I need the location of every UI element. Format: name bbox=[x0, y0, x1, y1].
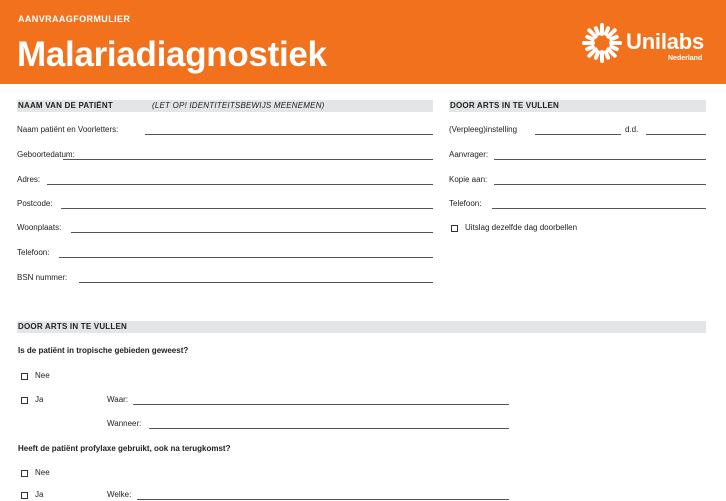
clinical-section-title: DOOR ARTS IN TE VULLEN bbox=[18, 322, 127, 331]
postcode-field[interactable] bbox=[17, 199, 433, 211]
patient-phone-label: Telefoon: bbox=[17, 248, 53, 257]
tropics-question: Is de patiënt in tropische gebieden geweest? bbox=[18, 346, 189, 355]
bsn-field[interactable] bbox=[17, 273, 433, 285]
copy-to-label: Kopie aan: bbox=[449, 175, 491, 184]
requester-label: Aanvrager: bbox=[449, 150, 492, 159]
unilabs-logo bbox=[581, 22, 711, 66]
field-underline bbox=[79, 282, 433, 283]
copy-to-field[interactable] bbox=[449, 175, 706, 187]
checkbox-square[interactable] bbox=[21, 373, 28, 380]
field-underline bbox=[494, 184, 706, 185]
prophylaxis-yes-label: Ja bbox=[35, 490, 44, 499]
logo-wordmark: Unilabs bbox=[626, 29, 705, 54]
field-underline bbox=[61, 208, 433, 209]
checkbox-square[interactable] bbox=[451, 225, 458, 232]
prophylaxis-yes-checkbox[interactable] bbox=[21, 490, 81, 501]
checkbox-square[interactable] bbox=[21, 397, 28, 404]
address-label: Adres: bbox=[17, 175, 44, 184]
callback-checkbox[interactable] bbox=[451, 223, 651, 235]
where-field[interactable] bbox=[107, 395, 509, 407]
patient-section-title: NAAM VAN DE PATIËNT bbox=[18, 101, 113, 110]
doctor-phone-label: Telefoon: bbox=[449, 199, 485, 208]
requester-field[interactable] bbox=[449, 150, 706, 162]
field-underline bbox=[133, 404, 509, 405]
clinical-section-header bbox=[17, 321, 706, 333]
patient-name-label: Naam patiënt en Voorletters: bbox=[17, 125, 122, 134]
which-field[interactable] bbox=[107, 490, 509, 501]
birthdate-label: Geboortedatum: bbox=[17, 150, 79, 159]
field-underline bbox=[59, 257, 433, 258]
field-underline bbox=[137, 499, 509, 500]
logo-subtitle: Nederland bbox=[668, 55, 703, 62]
institution-label: (Verpleeg)instelling bbox=[449, 125, 521, 134]
doctor-section-title: DOOR ARTS IN TE VULLEN bbox=[450, 101, 559, 110]
tropics-no-label: Nee bbox=[35, 371, 50, 380]
address-field[interactable] bbox=[17, 175, 433, 187]
city-field[interactable] bbox=[17, 223, 433, 235]
patient-section-note: (LET OP! IDENTITEITSBEWIJS MEENEMEN) bbox=[152, 101, 325, 110]
doctor-section-header bbox=[449, 100, 706, 112]
doctor-phone-field[interactable] bbox=[449, 199, 706, 211]
field-underline bbox=[535, 134, 621, 135]
checkbox-square[interactable] bbox=[21, 492, 28, 499]
field-underline bbox=[145, 134, 433, 135]
field-underline bbox=[494, 159, 706, 160]
tropics-yes-label: Ja bbox=[35, 395, 44, 404]
bsn-label: BSN nummer: bbox=[17, 273, 71, 282]
dd-field[interactable] bbox=[625, 125, 706, 137]
where-label: Waar: bbox=[107, 395, 132, 404]
which-label: Welke: bbox=[107, 490, 135, 499]
prophylaxis-no-checkbox[interactable] bbox=[21, 468, 81, 480]
unilabs-logo-icon bbox=[581, 22, 623, 64]
birthdate-field[interactable] bbox=[17, 150, 433, 162]
when-field[interactable] bbox=[107, 419, 509, 431]
prophylaxis-question: Heeft de patiënt profylaxe gebruikt, ook na terugkomst? bbox=[18, 444, 231, 453]
tropics-no-checkbox[interactable] bbox=[21, 371, 81, 383]
field-underline bbox=[47, 184, 433, 185]
form-title: Malariadiagnostiek bbox=[17, 35, 327, 74]
city-label: Woonplaats: bbox=[17, 223, 65, 232]
patient-name-field[interactable] bbox=[17, 125, 433, 137]
tropics-yes-checkbox[interactable] bbox=[21, 395, 81, 407]
patient-phone-field[interactable] bbox=[17, 248, 433, 260]
field-underline bbox=[149, 428, 509, 429]
patient-section-header bbox=[17, 100, 433, 112]
dd-label: d.d. bbox=[625, 125, 642, 134]
form-header bbox=[0, 0, 726, 84]
callback-label: Uitslag dezelfde dag doorbellen bbox=[465, 223, 578, 232]
field-underline bbox=[71, 232, 433, 233]
field-underline bbox=[646, 134, 706, 135]
form-kicker: AANVRAAGFORMULIER bbox=[18, 14, 131, 24]
postcode-label: Postcode: bbox=[17, 199, 57, 208]
field-underline bbox=[492, 208, 706, 209]
when-label: Wanneer: bbox=[107, 419, 145, 428]
field-underline bbox=[63, 159, 433, 160]
prophylaxis-no-label: Nee bbox=[35, 468, 50, 477]
checkbox-square[interactable] bbox=[21, 470, 28, 477]
institution-field[interactable] bbox=[449, 125, 621, 137]
